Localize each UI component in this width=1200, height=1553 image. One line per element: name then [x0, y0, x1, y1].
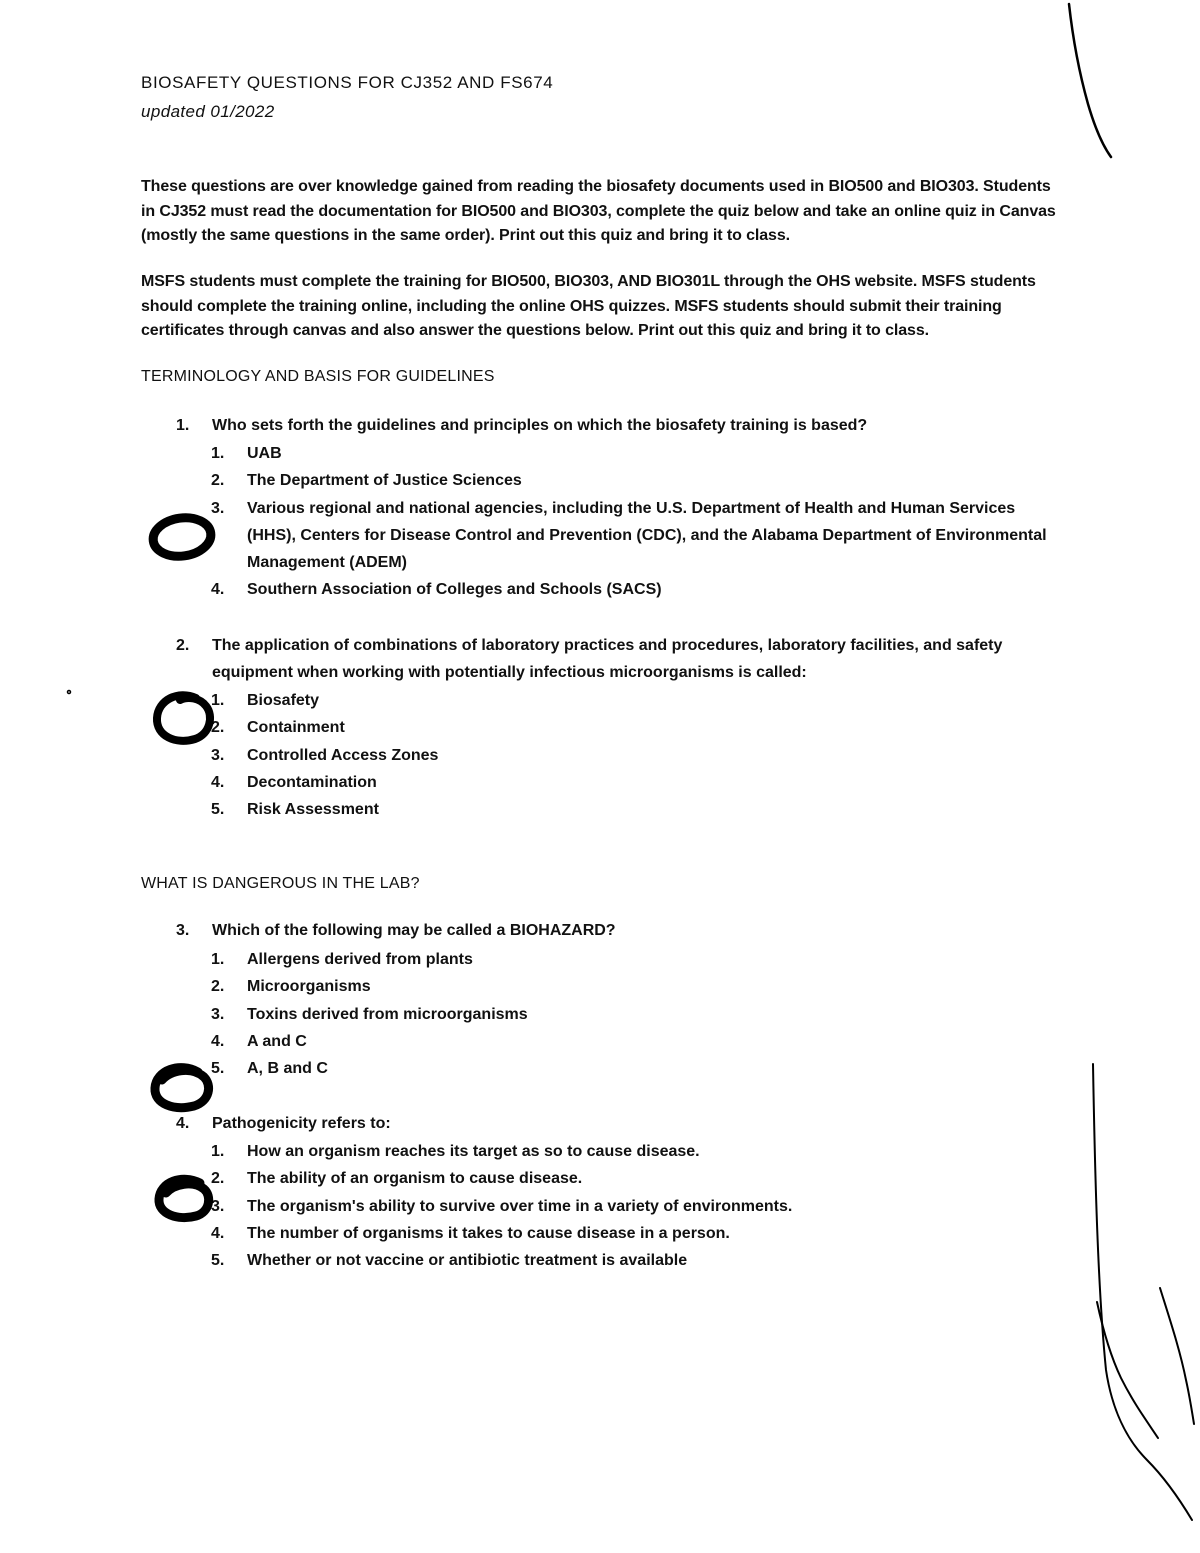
option-text: The Department of Justice Sciences: [247, 472, 522, 490]
option-text: Southern Association of Colleges and Schools (SACS): [247, 581, 662, 599]
margin-stroke-top: [1069, 4, 1111, 157]
margin-stroke-bottom-2: [1097, 1302, 1158, 1438]
option-text: Containment: [247, 719, 345, 737]
option-number: 3.: [211, 1005, 225, 1023]
answer-circle-q4: [159, 1179, 209, 1217]
option-number: 3.: [211, 746, 225, 764]
option-number: 1.: [211, 951, 225, 968]
question-3-options: [211, 946, 1061, 1082]
answer-option[interactable]: [211, 1028, 1061, 1055]
option-number: 1.: [211, 445, 225, 462]
option-number: 2.: [211, 1170, 225, 1188]
answer-option[interactable]: [211, 687, 1061, 714]
question-1: [176, 413, 1056, 440]
question-text: Which of the following may be called a BIOHAZARD?: [212, 922, 616, 939]
answer-option[interactable]: [211, 973, 1061, 1000]
option-number: 1.: [211, 1143, 225, 1160]
document-title: BIOSAFETY QUESTIONS FOR CJ352 AND FS674: [141, 73, 554, 92]
question-4: [176, 1111, 1056, 1138]
margin-stroke-bottom-3: [1160, 1288, 1194, 1424]
answer-circle-q1: [151, 514, 214, 560]
option-number: 1.: [211, 692, 225, 709]
question-2: [176, 633, 1056, 686]
answer-option[interactable]: [211, 742, 1061, 769]
option-text: Microorganisms: [247, 978, 371, 996]
answer-option[interactable]: [211, 495, 1061, 577]
option-number: 4.: [211, 1224, 225, 1242]
option-text: Risk Assessment: [247, 801, 379, 819]
question-text: Who sets forth the guidelines and principles on which the biosafety training is based?: [212, 417, 868, 434]
answer-option[interactable]: [211, 796, 1061, 823]
question-1-options: [211, 440, 1061, 604]
option-text: The number of organisms it takes to cause disease in a person.: [247, 1224, 730, 1242]
option-number: 5.: [211, 801, 225, 819]
question-text: Pathogenicity refers to:: [212, 1115, 391, 1132]
answer-option[interactable]: [211, 1165, 1061, 1192]
answer-option[interactable]: [211, 440, 1061, 467]
option-number: 4.: [211, 773, 225, 791]
question-2-options: [211, 687, 1061, 823]
answer-option[interactable]: [211, 1001, 1061, 1028]
answer-option[interactable]: [211, 1193, 1061, 1220]
answer-circle-q2: [157, 695, 210, 741]
answer-option[interactable]: [211, 1247, 1061, 1274]
margin-stroke-bottom-1: [1093, 1064, 1192, 1520]
answer-option[interactable]: [211, 714, 1061, 741]
stray-dot: [68, 691, 71, 694]
option-text: Allergens derived from plants: [247, 951, 473, 968]
option-text: Toxins derived from microorganisms: [247, 1005, 528, 1023]
intro-paragraph-2: MSFS students must complete the training for BIO500, BIO303, AND BIO301L through the OHS website. MSFS students should complete the training online, including the online OHS quizzes. MSFS students should submit their training certificates through canvas and also answer the questions below. Print out this quiz and bring it to class.: [141, 273, 1036, 339]
option-text: How an organism reaches its target as so to cause disease.: [247, 1143, 700, 1160]
answer-option[interactable]: [211, 769, 1061, 796]
option-number: 4.: [211, 1032, 225, 1050]
option-text: The organism's ability to survive over time in a variety of environments.: [247, 1197, 793, 1215]
option-number: 2.: [211, 978, 225, 996]
question-number: 2.: [176, 637, 190, 654]
section-heading-dangerous: WHAT IS DANGEROUS IN THE LAB?: [141, 875, 420, 892]
intro-paragraph-1: These questions are over knowledge gained from reading the biosafety documents used in BIO500 and BIO303. Students in CJ352 must read the documentation for BIO500 and BIO303, complete the quiz below and take an online quiz in Canvas (mostly the same questions in the same order). Print out this quiz and bring it to class.: [141, 178, 1056, 244]
updated-date: updated 01/2022: [141, 102, 275, 121]
option-text: Biosafety: [247, 692, 320, 709]
option-number: 2.: [211, 719, 225, 737]
option-text: Decontamination: [247, 773, 377, 791]
question-number: 1.: [176, 417, 190, 434]
question-3: [176, 918, 1056, 945]
section-heading-terminology: TERMINOLOGY AND BASIS FOR GUIDELINES: [141, 368, 495, 385]
option-number: 3.: [211, 1197, 225, 1215]
question-number: 3.: [176, 922, 190, 939]
answer-option[interactable]: [211, 946, 1061, 973]
answer-option[interactable]: [211, 1055, 1061, 1082]
option-text: UAB: [247, 445, 282, 462]
answer-circle-q3: [155, 1068, 209, 1108]
answer-option[interactable]: [211, 467, 1061, 494]
option-text: Whether or not vaccine or antibiotic treatment is available: [247, 1252, 688, 1270]
option-number: 2.: [211, 472, 225, 490]
option-number: 5.: [211, 1060, 225, 1078]
option-text: Controlled Access Zones: [247, 746, 439, 764]
option-text: A, B and C: [247, 1060, 328, 1078]
option-text: A and C: [247, 1032, 307, 1050]
option-text: Various regional and national agencies, including the U.S. Department of Health and Human Services (HHS), Centers for Disease Control and Prevention (CDC), and the Alabama Department of Environmental Management (ADEM): [247, 499, 1047, 572]
question-4-options: [211, 1138, 1061, 1274]
question-text: The application of combinations of laboratory practices and procedures, laboratory facilities, and safety equipment when working with potentially infectious microorganisms is called:: [212, 637, 1003, 681]
option-number: 3.: [211, 499, 225, 517]
option-number: 5.: [211, 1252, 225, 1270]
answer-option[interactable]: [211, 1138, 1061, 1165]
question-number: 4.: [176, 1115, 190, 1132]
answer-option[interactable]: [211, 576, 1061, 603]
option-text: The ability of an organism to cause disease.: [247, 1170, 583, 1188]
answer-option[interactable]: [211, 1220, 1061, 1247]
option-number: 4.: [211, 581, 225, 599]
